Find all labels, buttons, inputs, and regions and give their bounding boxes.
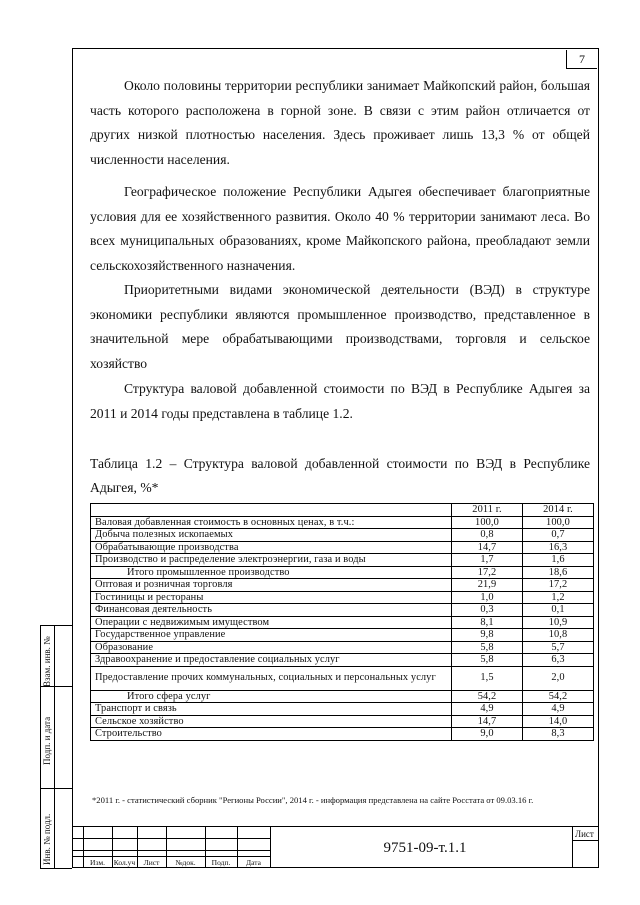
sidebar-border xyxy=(40,625,41,868)
table-row xyxy=(91,566,594,579)
table-row xyxy=(91,541,594,554)
value-2011: 14,7 xyxy=(452,715,523,728)
table-row xyxy=(91,516,594,529)
row-label: Сельское хозяйство xyxy=(91,715,452,728)
value-2014: 1,6 xyxy=(523,554,594,567)
sidebar-line xyxy=(40,788,72,789)
sidebar-divider xyxy=(54,625,55,868)
paragraph-3-wrap xyxy=(90,278,590,376)
value-2011: 21,9 xyxy=(452,579,523,592)
row-label: Финансовая деятельность xyxy=(91,604,452,617)
stamp-col-count: Кол.уч xyxy=(113,858,136,867)
stamp-col-sheet: Лист xyxy=(143,858,160,867)
stamp-line xyxy=(72,850,270,851)
row-label: Государственное управление xyxy=(91,629,452,642)
approval-sidebar xyxy=(40,625,72,868)
paragraph-2: Географическое положение Республики Адыгея обеспечивает благоприятные условия для ее хозяйственного развития. Около 40 % территории занимают леса. Во всех муниципальных образованиях, кроме Майкопского района, преобладают земли сельскохозяйственного назначения. xyxy=(90,184,590,273)
stamp-line xyxy=(72,826,599,827)
table-row xyxy=(91,641,594,654)
value-2014: 10,9 xyxy=(523,616,594,629)
row-label: Здравоохранение и предоставление социальных услуг xyxy=(91,654,452,667)
value-2014: 0,7 xyxy=(523,529,594,542)
table-caption: Таблица 1.2 – Структура валовой добавленной стоимости по ВЭД в Республике Адыгея, %* xyxy=(90,456,590,495)
row-label: Добыча полезных ископаемых xyxy=(91,529,452,542)
title-block xyxy=(72,826,599,868)
row-label: Строительство xyxy=(91,728,452,741)
value-2014: 16,3 xyxy=(523,541,594,554)
stamp-col-doc: №док. xyxy=(175,858,196,867)
value-2011: 9,0 xyxy=(452,728,523,741)
paragraph-2-wrap xyxy=(90,180,590,278)
value-2011: 14,7 xyxy=(452,541,523,554)
table-row xyxy=(91,529,594,542)
page-number: 7 xyxy=(566,50,597,69)
table-footnote: *2011 г. - статистический сборник "Регионы России", 2014 г. - информация представлена на сайте Росстата от 09.03.16 г. xyxy=(92,795,534,805)
stamp-line xyxy=(572,840,599,841)
row-label: Оптовая и розничная торговля xyxy=(91,579,452,592)
header-2011: 2011 г. xyxy=(452,504,523,517)
value-2014: 2,0 xyxy=(523,666,594,690)
value-2011: 0,8 xyxy=(452,529,523,542)
stamp-line xyxy=(572,826,573,868)
row-label: Валовая добавленная стоимость в основных ценах, в т.ч.: xyxy=(91,516,452,529)
value-2011: 100,0 xyxy=(452,516,523,529)
value-2011: 54,2 xyxy=(452,690,523,703)
row-label: Производство и распределение электроэнергии, газа и воды xyxy=(91,554,452,567)
header-empty xyxy=(91,504,452,517)
value-2014: 6,3 xyxy=(523,654,594,667)
stamp-line xyxy=(72,838,270,839)
value-2011: 5,8 xyxy=(452,654,523,667)
sidebar-label-replacement: Взам. инв. № xyxy=(42,636,52,687)
value-2014: 1,2 xyxy=(523,591,594,604)
row-label: Итого промышленное производство xyxy=(91,566,452,579)
table-row xyxy=(91,554,594,567)
row-label: Гостиницы и рестораны xyxy=(91,591,452,604)
sidebar-label-inventory: Инв. № подл. xyxy=(42,813,52,865)
value-2014: 8,3 xyxy=(523,728,594,741)
paragraph-4-wrap xyxy=(90,377,590,426)
value-2011: 9,8 xyxy=(452,629,523,642)
gva-table xyxy=(90,503,594,741)
document-number: 9751-09-т.1.1 xyxy=(383,840,467,856)
table-row xyxy=(91,579,594,592)
table-row xyxy=(91,703,594,716)
value-2011: 1,7 xyxy=(452,554,523,567)
table-row xyxy=(91,666,594,690)
value-2011: 17,2 xyxy=(452,566,523,579)
row-label: Предоставление прочих коммунальных, социальных и персональных услуг xyxy=(91,666,452,690)
table-row xyxy=(91,629,594,642)
stamp-line xyxy=(270,826,271,868)
sidebar-line xyxy=(40,625,72,626)
sidebar-line xyxy=(40,868,72,869)
value-2014: 17,2 xyxy=(523,579,594,592)
value-2014: 18,6 xyxy=(523,566,594,579)
table-row xyxy=(91,654,594,667)
value-2014: 5,7 xyxy=(523,641,594,654)
value-2014: 14,0 xyxy=(523,715,594,728)
value-2011: 1,0 xyxy=(452,591,523,604)
value-2014: 0,1 xyxy=(523,604,594,617)
table-header-row xyxy=(91,504,594,517)
row-label: Итого сфера услуг xyxy=(91,690,452,703)
value-2014: 54,2 xyxy=(523,690,594,703)
table-row xyxy=(91,728,594,741)
stamp-line xyxy=(72,856,270,857)
sheet-label: Лист xyxy=(575,829,594,839)
value-2014: 100,0 xyxy=(523,516,594,529)
sidebar-label-signature: Подп. и дата xyxy=(42,716,52,765)
row-label: Операции с недвижимым имуществом xyxy=(91,616,452,629)
row-label: Образование xyxy=(91,641,452,654)
table-row xyxy=(91,591,594,604)
stamp-col-date: Дата xyxy=(246,858,261,867)
stamp-col-signature: Подп. xyxy=(211,858,231,867)
row-label: Обрабатывающие производства xyxy=(91,541,452,554)
paragraph-1: Около половины территории республики занимает Майкопский район, большая часть которого расположена в горной зоне. В связи с этим район отличается от других низкой плотностью населения. Здесь проживает лишь 13,3 % от общей численности населения. xyxy=(90,78,590,167)
value-2011: 8,1 xyxy=(452,616,523,629)
paragraph-3: Приоритетными видами экономической деятельности (ВЭД) в структуре экономики республики являются промышленное производство, представленное в значительной мере обрабатывающими производствами, торговля и сельское хозяйство xyxy=(90,282,590,371)
paragraph-1-wrap xyxy=(90,74,590,172)
table-row xyxy=(91,604,594,617)
paragraph-4: Структура валовой добавленной стоимости по ВЭД в Республике Адыгея за 2011 и 2014 годы представлена в таблице 1.2. xyxy=(90,381,590,421)
value-2011: 5,8 xyxy=(452,641,523,654)
row-label: Транспорт и связь xyxy=(91,703,452,716)
table-row xyxy=(91,715,594,728)
value-2014: 4,9 xyxy=(523,703,594,716)
value-2011: 4,9 xyxy=(452,703,523,716)
value-2014: 10,8 xyxy=(523,629,594,642)
value-2011: 1,5 xyxy=(452,666,523,690)
stamp-col-change: Изм. xyxy=(90,858,105,867)
table-row xyxy=(91,616,594,629)
header-2014: 2014 г. xyxy=(523,504,594,517)
table-row xyxy=(91,690,594,703)
value-2011: 0,3 xyxy=(452,604,523,617)
